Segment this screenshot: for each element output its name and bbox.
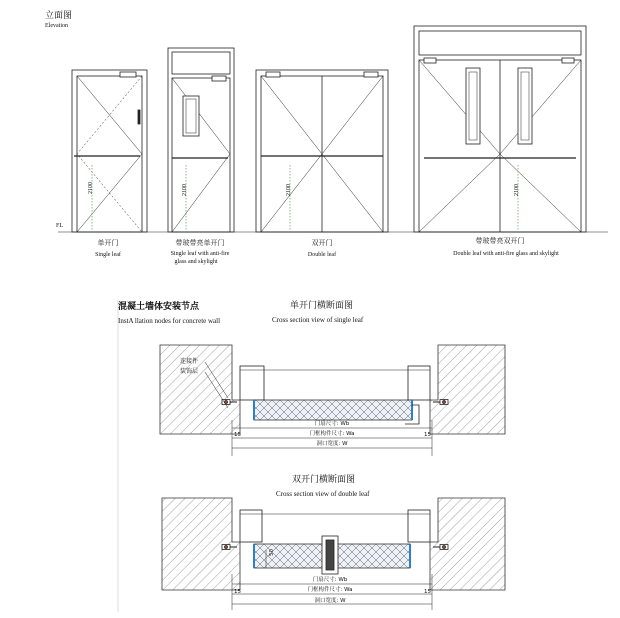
single-dim-side-left: 15 — [234, 432, 241, 438]
door-3-label-en: Double leaf — [307, 252, 337, 258]
double-dim-leaf: 门扇尺寸: Wb — [312, 577, 348, 583]
door-2-label-en-2: glass and skylight — [174, 259, 218, 265]
install-title-zh: 混凝土墙体安装节点 — [118, 302, 200, 312]
double-section-title-zh: 双开门横断面图 — [292, 475, 356, 485]
single-dim-leaf: 门扇尺寸: Wb — [314, 421, 350, 427]
double-section-title-en: Cross section view of double leaf — [276, 490, 370, 498]
section-single-leaf — [160, 345, 505, 456]
door-2-label-en-1: Single leaf with anti-fire — [170, 251, 230, 257]
double-dim-gap: 50 — [269, 549, 275, 556]
door-4-label-en: Double leaf with anti-fire glass and skylight — [453, 251, 559, 257]
door-double-leaf-glass-skylight — [414, 26, 586, 232]
double-dim-side-left: 15 — [234, 589, 241, 595]
door-1-label-en: Single leaf — [95, 252, 121, 258]
callout-decor-layer: 装饰层 — [180, 368, 199, 375]
dim-height-3: 2100 — [286, 184, 292, 196]
single-section-title-en: Cross section view of single leaf — [272, 316, 364, 324]
door-single-leaf — [72, 70, 147, 232]
double-dim-frame: 门框构件尺寸: Wa — [307, 587, 353, 593]
single-dim-side-right: 15 — [424, 432, 431, 438]
single-dim-opening: 洞口宽度: W — [316, 441, 348, 447]
callout-connector: 连接件 — [180, 358, 199, 365]
door-1-label-zh: 单开门 — [97, 239, 119, 247]
door-double-leaf — [256, 70, 388, 232]
elevation-title-zh: 立面图 — [45, 11, 73, 21]
door-4-label-zh: 带玻带亮双开门 — [475, 237, 525, 245]
elevation-title-en: Elevation — [45, 23, 68, 29]
floor-label: FL — [56, 223, 64, 229]
single-dim-frame: 门框构件尺寸: Wa — [309, 431, 355, 437]
elevation-row — [58, 26, 608, 232]
double-dim-opening: 洞口宽度: W — [314, 598, 346, 604]
door-single-leaf-glass-skylight — [168, 48, 234, 232]
double-dim-side-right: 15 — [424, 589, 431, 595]
dim-height-4: 2100 — [514, 184, 520, 196]
dim-height-1: 2100 — [88, 182, 94, 194]
install-title-en: InstA llation nodes for concrete wall — [118, 317, 221, 325]
dim-height-2: 2100 — [182, 184, 188, 196]
single-section-title-zh: 单开门横断面图 — [290, 301, 354, 311]
door-2-label-zh: 带玻带亮单开门 — [175, 239, 225, 247]
door-3-label-zh: 双开门 — [311, 239, 333, 247]
